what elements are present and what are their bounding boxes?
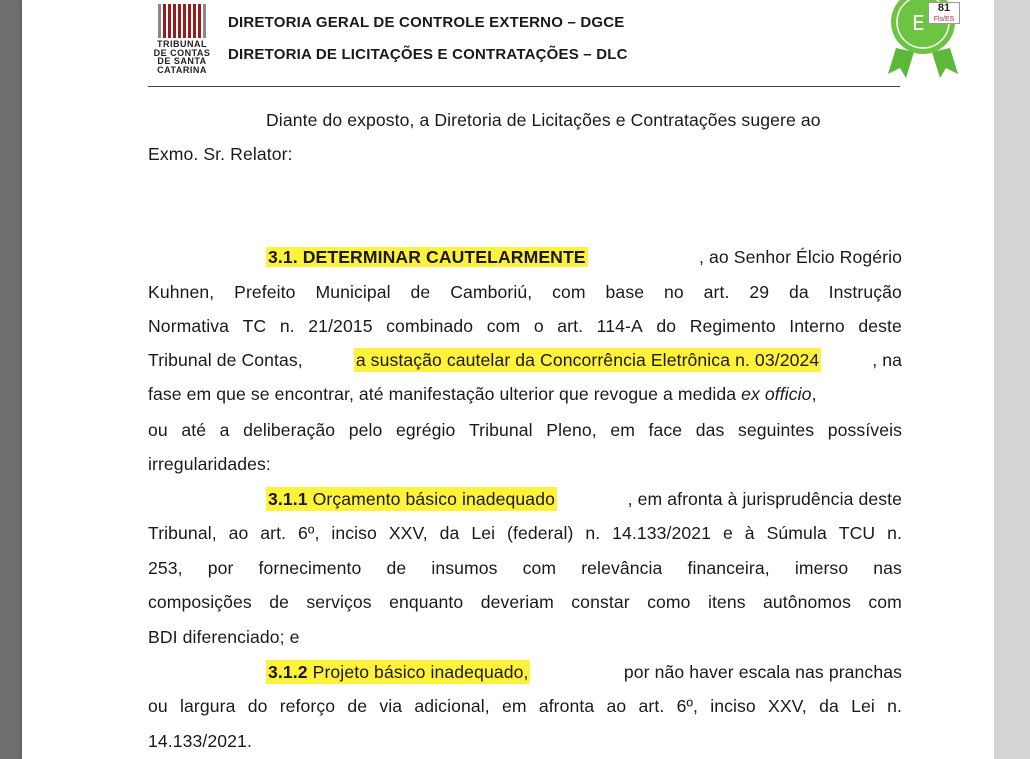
text-line: fase em que se encontrar, até manifestação ulterior que revogue a medida ex officio, — [148, 384, 817, 404]
item-3-1-1-number: 3.1.1 — [268, 489, 308, 509]
text-line: ou até a deliberação pelo egrégio Tribunal Pleno, em face das seguintes possíveis — [148, 420, 902, 440]
item-3-1-line — [266, 245, 902, 269]
item-3-1-1-line: 3.1.1 Orçamento básico inadequado , em afronta à jurisprudência deste — [268, 489, 902, 509]
viewer-scroll-area[interactable] — [994, 0, 1030, 759]
header-line-2: DIRETORIA DE LICITAÇÕES E CONTRATAÇÕES – DLC — [228, 46, 628, 63]
document-page — [22, 0, 994, 759]
header-line-1: DIRETORIA GERAL DE CONTROLE EXTERNO – DGCE — [228, 14, 625, 31]
text-line: 253, por fornecimento de insumos com relevância financeira, imerso nas — [148, 558, 902, 578]
item-3-1-rest: , ao Senhor Élcio Rogério — [699, 247, 902, 267]
logo-text: TRIBUNAL DE CONTAS DE SANTA CATARINA — [153, 39, 211, 75]
highlight-sustacao: a sustação cautelar da Concorrência Eletrônica n. 03/2024 — [355, 350, 820, 370]
item-3-1-label: 3.1. DETERMINAR CAUTELARMENTE — [268, 247, 586, 267]
text-line: Kuhnen, Prefeito Municipal de Camboriú, com base no art. 29 da Instrução — [148, 282, 902, 302]
para-intro-line2: Exmo. Sr. Relator: — [148, 144, 293, 164]
logo-bars-icon — [149, 4, 215, 38]
header-divider — [148, 86, 900, 87]
item-3-1-2-number: 3.1.2 — [268, 662, 308, 682]
text-line: 14.133/2021. — [148, 731, 252, 751]
text-line: BDI diferenciado; e — [148, 627, 300, 647]
text-line-highlight: Tribunal de Contas, a sustação cautelar da Concorrência Eletrônica n. 03/2024 , na — [148, 350, 902, 370]
text-line: Tribunal, ao art. 6º, inciso XXV, da Lei (federal) n. 14.133/2021 e à Súmula TCU n. — [148, 523, 902, 543]
text-line: ou largura do reforço de via adicional, em afronta ao art. 6º, inciso XXV, da Lei n. — [148, 696, 902, 716]
text-line: Normativa TC n. 21/2015 combinado com o art. 114-A do Regimento Interno deste — [148, 316, 902, 336]
page-number-badge: 81 Fls/ES — [928, 2, 960, 24]
text-line: composições de serviços enquanto deveriam constar como itens autônomos com — [148, 592, 902, 612]
tce-logo — [149, 4, 215, 74]
para-intro-line1: Diante do exposto, a Diretoria de Licitações e Contratações sugere ao — [266, 110, 821, 130]
item-3-1-2-line: 3.1.2 Projeto básico inadequado, por não haver escala nas pranchas — [268, 662, 902, 682]
text-line: irregularidades: — [148, 454, 271, 474]
svg-text:E: E — [912, 11, 925, 35]
